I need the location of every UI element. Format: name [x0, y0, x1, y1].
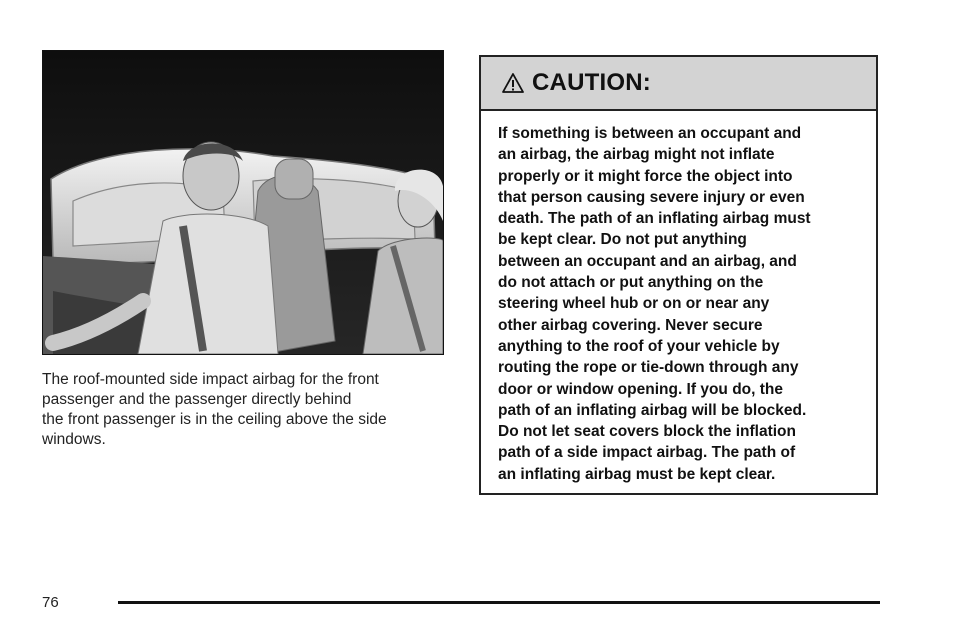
caution-line: between an occupant and an airbag, and — [498, 252, 797, 270]
caution-line: steering wheel hub or on or near any — [498, 295, 770, 313]
caution-line: an inflating airbag must be kept clear. — [498, 465, 776, 483]
caution-line: properly or it might force the object into — [498, 167, 793, 185]
caution-line: be kept clear. Do not put anything — [498, 231, 747, 249]
caution-text — [481, 111, 876, 485]
warning-triangle-icon — [502, 72, 524, 94]
caution-line: path of a side impact airbag. The path of — [498, 444, 796, 462]
caution-line: door or window opening. If you do, the — [498, 380, 783, 398]
footer-divider — [118, 601, 880, 604]
vehicle-interior-illustration — [42, 50, 444, 355]
caution-line: Do not let seat covers block the inflation — [498, 423, 796, 441]
caution-box — [479, 55, 878, 495]
caption-line: windows. — [42, 431, 106, 448]
caution-header — [481, 57, 876, 111]
caution-line: death. The path of an inflating airbag must — [498, 210, 811, 228]
airbag-scene-graphic — [43, 51, 443, 354]
caution-line: routing the rope or tie-down through any — [498, 359, 799, 377]
caution-line: an airbag, the airbag might not inflate — [498, 146, 775, 164]
caution-line: that person causing severe injury or even — [498, 188, 805, 206]
caution-line: path of an inflating airbag will be blocked. — [498, 401, 807, 419]
caution-line: other airbag covering. Never secure — [498, 316, 763, 334]
caution-title: CAUTION: — [532, 69, 651, 96]
caption-line: passenger and the passenger directly behind — [42, 391, 352, 408]
figure-caption — [42, 370, 452, 450]
caution-line: anything to the roof of your vehicle by — [498, 337, 780, 355]
caution-line: do not attach or put anything on the — [498, 274, 764, 292]
caption-line: The roof-mounted side impact airbag for the front — [42, 371, 379, 388]
caption-line: the front passenger is in the ceiling above the side — [42, 411, 387, 428]
page-number: 76 — [42, 594, 59, 611]
caution-line: If something is between an occupant and — [498, 125, 802, 142]
